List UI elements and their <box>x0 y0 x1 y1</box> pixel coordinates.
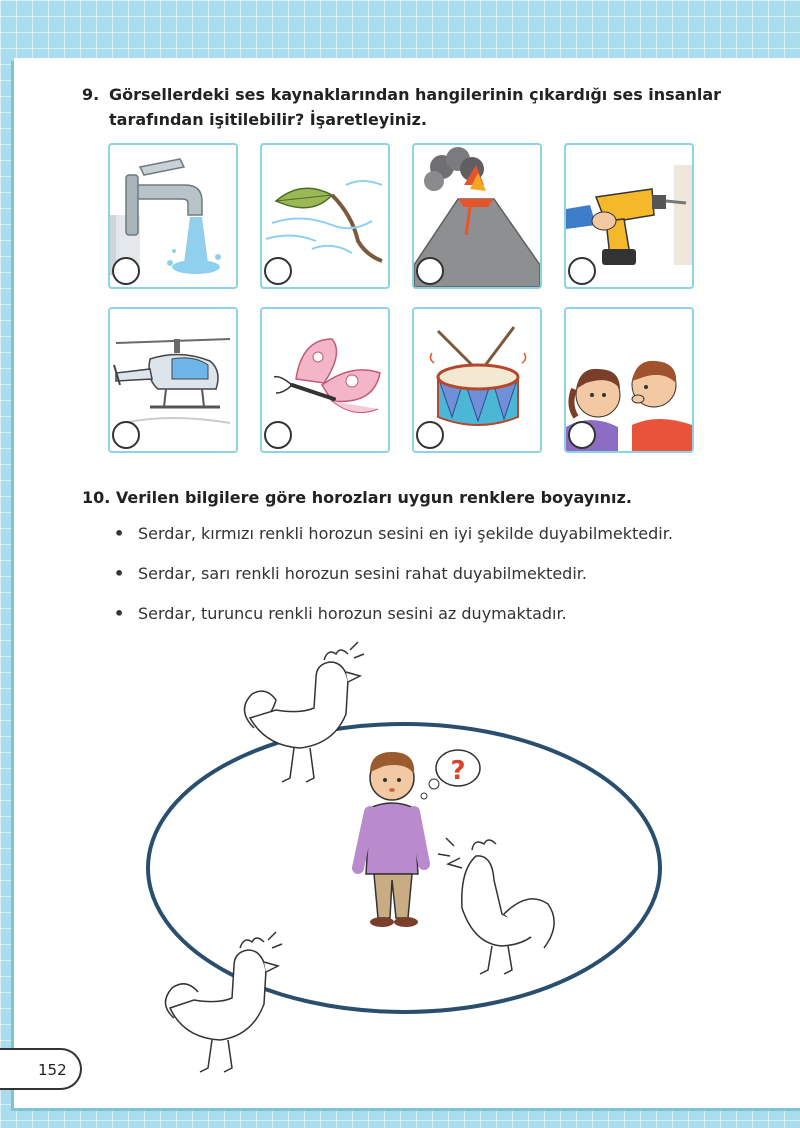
answer-circle-butterfly[interactable] <box>264 421 292 449</box>
worksheet-page <box>14 58 800 1108</box>
bullet-item <box>114 564 714 604</box>
bullet-item <box>114 524 714 564</box>
bullet-text: Serdar, sarı renkli horozun sesini rahat duyabilmektedir. <box>138 564 587 583</box>
bullet-text: Serdar, kırmızı renkli horozun sesini en iyi şekilde duyabilmektedir. <box>138 524 673 543</box>
card-helicopter <box>108 307 238 453</box>
answer-circle-drum[interactable] <box>416 421 444 449</box>
rooster-right[interactable] <box>438 838 554 974</box>
card-faucet <box>108 143 238 289</box>
bullet-symbol: • <box>114 524 125 543</box>
question-mark: ? <box>450 756 466 786</box>
question-9-text: Görsellerdeki ses kaynaklarından hangilerinin çıkardığı ses insanlar tarafından işitilebilir? İşaretleyiniz. <box>109 85 722 129</box>
boy-serdar <box>358 752 424 927</box>
card-drill <box>564 143 694 289</box>
answer-circle-drill[interactable] <box>568 257 596 285</box>
answer-circle-leaf[interactable] <box>264 257 292 285</box>
answer-circle-volcano[interactable] <box>416 257 444 285</box>
question-9-number: 9. <box>82 85 100 104</box>
sound-source-grid <box>108 143 698 459</box>
question-10-title: 10. Verilen bilgilere göre horozları uygun renklere boyayınız. <box>82 488 632 507</box>
answer-circle-whispering-kids[interactable] <box>568 421 596 449</box>
card-drum <box>412 307 542 453</box>
question-9 <box>82 82 722 132</box>
bullet-symbol: • <box>114 604 125 623</box>
thought-bubble <box>421 750 480 799</box>
card-volcano <box>412 143 542 289</box>
answer-circle-helicopter[interactable] <box>112 421 140 449</box>
card-leaf-in-wind <box>260 143 390 289</box>
card-butterfly <box>260 307 390 453</box>
rooster-scene <box>14 618 774 1098</box>
rooster-bottom[interactable] <box>165 932 282 1072</box>
card-whispering-kids <box>564 307 694 453</box>
rooster-top[interactable] <box>244 642 364 782</box>
answer-circle-faucet[interactable] <box>112 257 140 285</box>
page-number-tab <box>0 1048 82 1090</box>
page-number: 152 <box>38 1061 67 1079</box>
bullet-text: Serdar, turuncu renkli horozun sesini az duymaktadır. <box>138 604 567 623</box>
bullet-symbol: • <box>114 564 125 583</box>
